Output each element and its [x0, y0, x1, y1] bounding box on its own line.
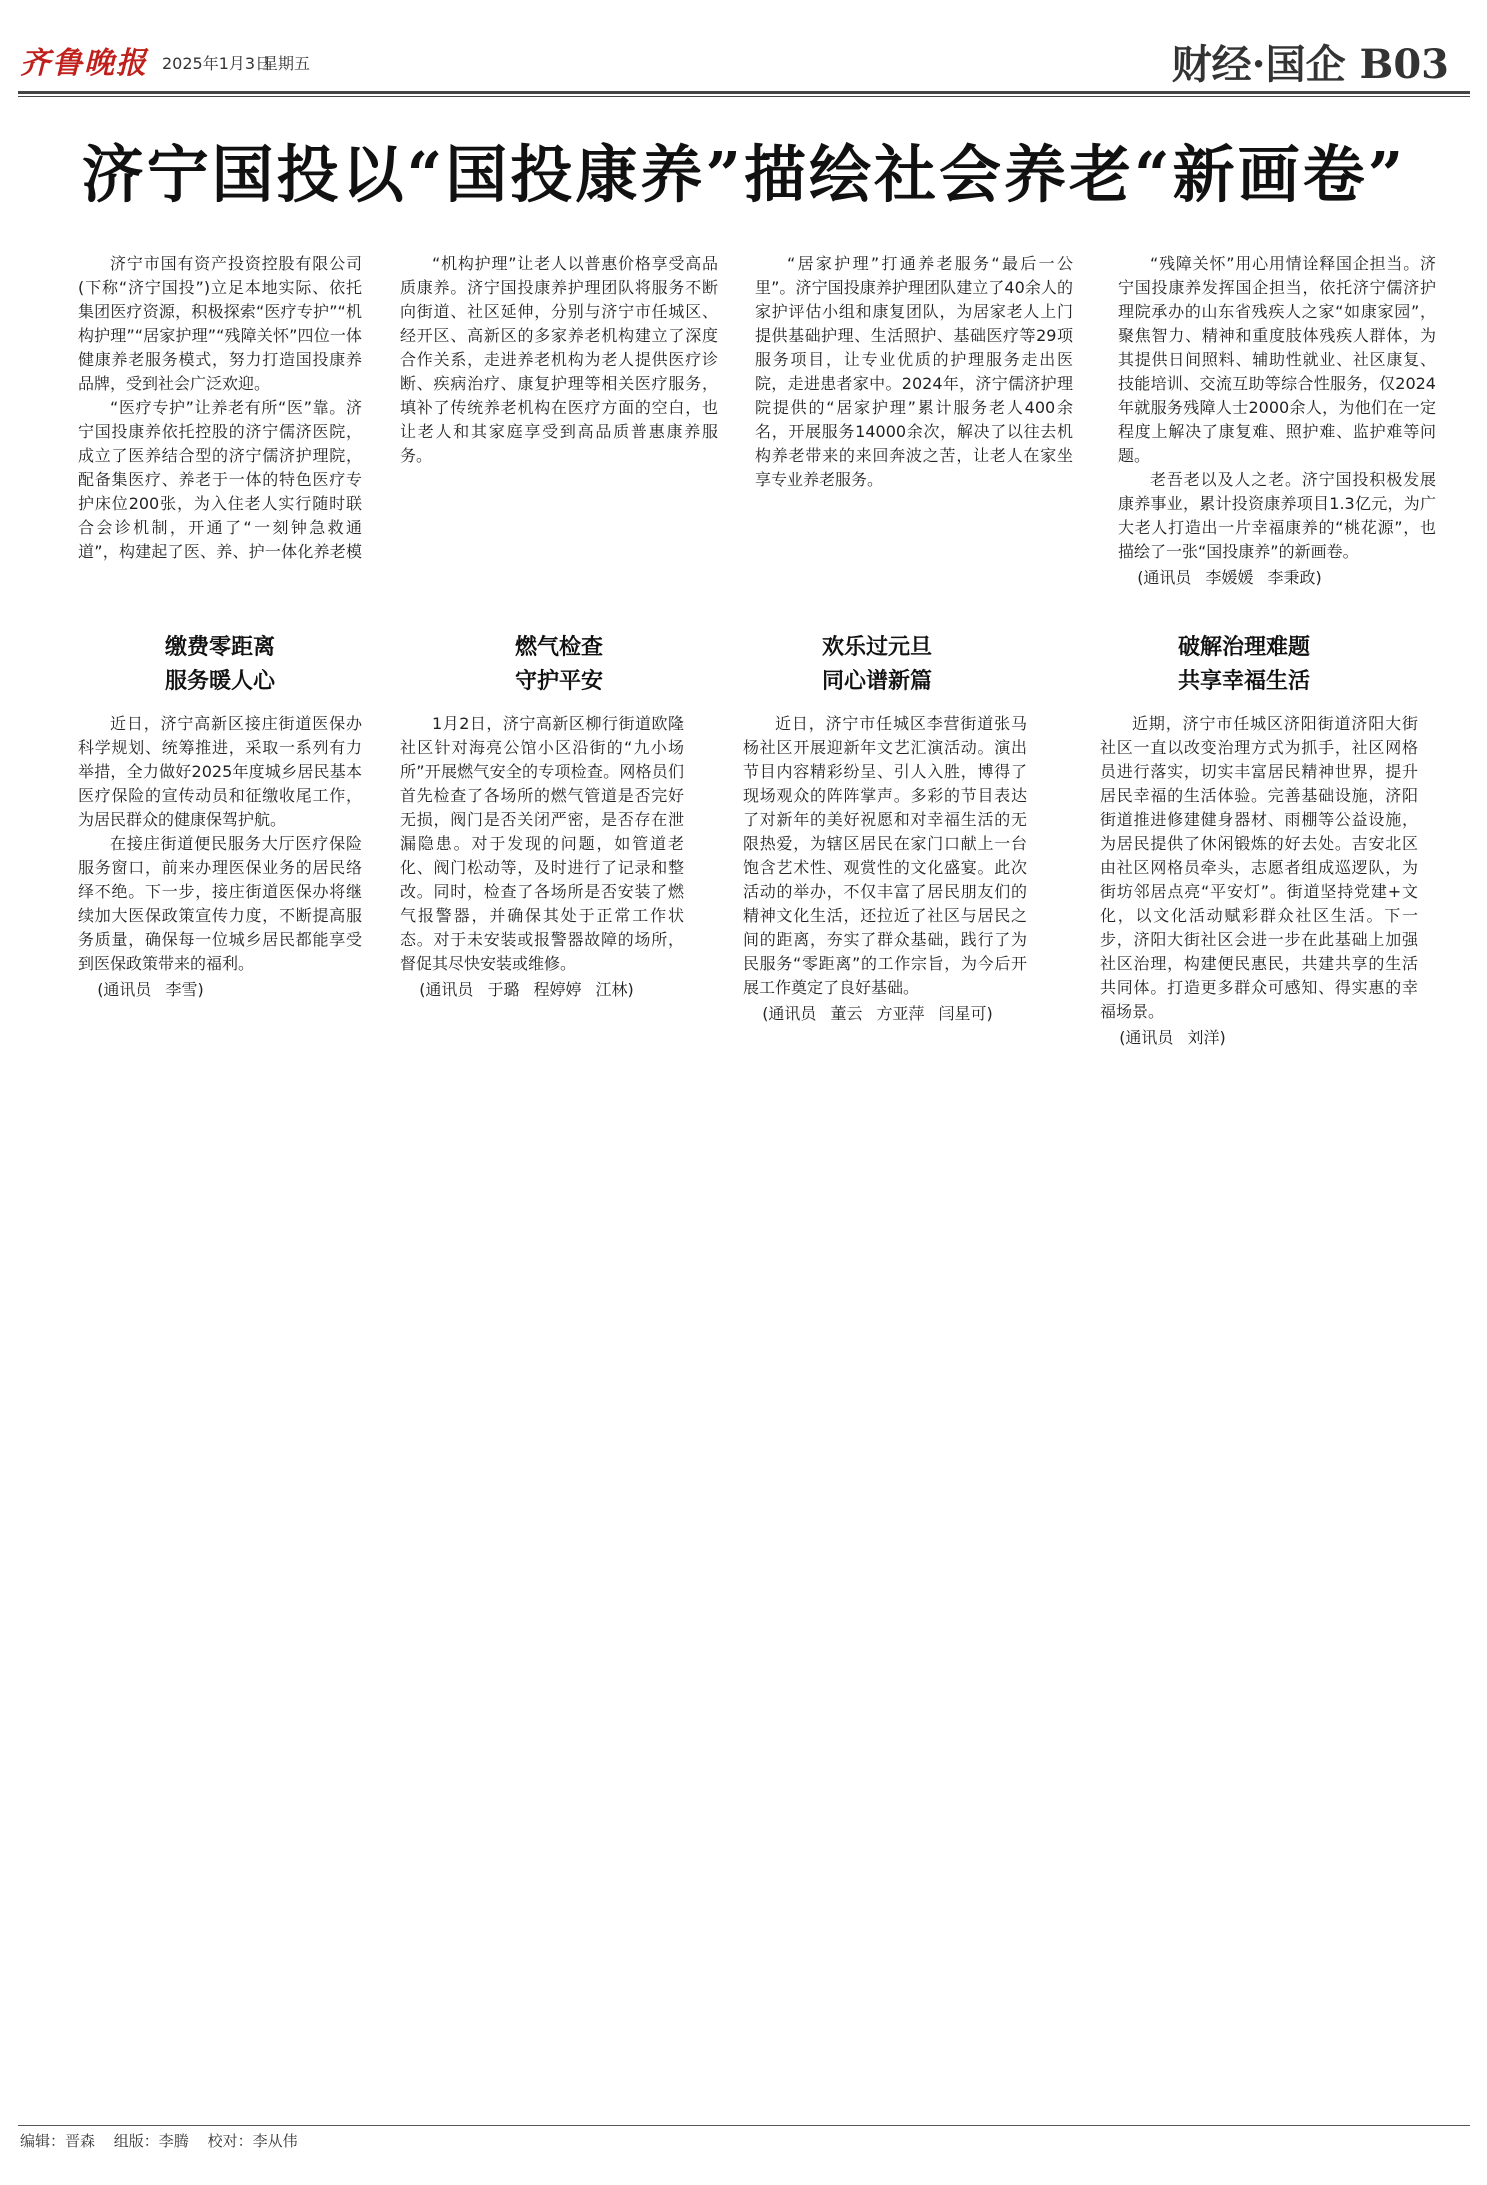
- short-article-2-title: 燃气检查 守护平安: [514, 634, 603, 694]
- paragraph: 近日，济宁高新区接庄街道医保办科学规划、统筹推进，采取一系列有力举措，全力做好2025年度城乡居民基本医疗保险的宣传动员和征缴收尾工作，为居民群众的健康保驾护航。: [78, 714, 362, 829]
- page-header: [0, 0, 1487, 95]
- short-article-1-body: [78, 712, 362, 1002]
- page-footer: [20, 2130, 312, 2152]
- main-article-col-4: [1118, 252, 1436, 590]
- proof-credit: 校对：李从伟: [207, 2132, 298, 2150]
- paragraph: “残障关怀”用心用情诠释国企担当。济宁国投康养发挥国企担当，依托济宁儒济护理院承办的山东省残疾人之家“如康家园”，聚焦智力、精神和重度肢体残疾人群体，为其提供日间照料、辅助性就业、社区康复、技能培训、交流互助等综合性服务，仅2024年就服务残障人士2000余人，为他们在一定程度上解决了康复难、照护难、监护难等问题。: [1118, 254, 1436, 465]
- paragraph: 近日，济宁市任城区李营街道张马杨社区开展迎新年文艺汇演活动。演出节目内容精彩纷呈、引人入胜，博得了现场观众的阵阵掌声。多彩的节目表达了对新年的美好祝愿和对幸福生活的无限热爱，为辖区居民在家门口献上一台饱含艺术性、观赏性的文化盛宴。此次活动的举办，不仅丰富了居民朋友们的精神文化生活，还拉近了社区与居民之间的距离，夯实了群众基础，践行了为民服务“零距离”的工作宗旨，为今后开展工作奠定了良好基础。: [743, 714, 1027, 997]
- paragraph: 近期，济宁市任城区济阳街道济阳大街社区一直以改变治理方式为抓手，社区网格员进行落实，切实丰富居民精神世界，提升居民幸福的生活体验。完善基础设施，济阳街道推进修建健身器材、雨棚等公益设施，为居民提供了休闲锻炼的好去处。吉安北区由社区网格员牵头，志愿者组成巡逻队，为街坊邻居点亮“平安灯”。街道坚持党建+文化，以文化活动赋彩群众社区生活。下一步，济阳大街社区会进一步在此基础上加强社区治理，构建便民惠民，共建共享的生活共同体。打造更多群众可感知、得实惠的幸福场景。: [1100, 714, 1418, 1021]
- issue-date: 2025年1月3日: [162, 54, 272, 73]
- paragraph: 1月2日，济宁高新区柳行街道欧隆社区针对海亮公馆小区沿街的“九小场所”开展燃气安全的专项检查。网格员们首先检查了各场所的燃气管道是否完好无损，阀门是否关闭严密，是否存在泄漏隐患。对于发现的问题，如管道老化、阀门松动等，及时进行了记录和整改。同时，检查了各场所是否安装了燃气报警器，并确保其处于正常工作状态。对于未安装或报警器故障的场所，督促其尽快安装或维修。: [400, 714, 684, 973]
- byline: (通讯员 董云 方亚萍 闫星可): [762, 1004, 993, 1023]
- short-article-3-body: [743, 712, 1027, 1026]
- header-rule-thin: [18, 96, 1470, 97]
- editor-credit: 编辑：晋森: [20, 2132, 96, 2150]
- paragraph: “居家护理”打通养老服务“最后一公里”。济宁国投康养护理团队建立了40余人的家护评估小组和康复团队，为居家老人上门提供基础护理、生活照护、基础医疗等29项服务项目，让专业优质的护理服务走出医院，走进患者家中。2024年，济宁儒济护理院提供的“居家护理”累计服务老人400余名，开展服务14000余次，解决了以往去机构养老带来的来回奔波之苦，让老人在家坐享专业养老服务。: [755, 254, 1073, 489]
- short-article-4-title: 破解治理难题 共享幸福生活: [1177, 634, 1310, 694]
- footer-rule: [18, 2125, 1470, 2126]
- byline: (通讯员 李媛媛 李秉政): [1137, 568, 1322, 587]
- paragraph: 济宁市国有资产投资控股有限公司(下称“济宁国投”)立足本地实际、依托集团医疗资源，积极探索“医疗专护”“机构护理”“居家护理”“残障关怀”四位一体健康养老服务模式，努力打造国投康养品牌，受到社会广泛欢迎。: [78, 254, 362, 393]
- short-article-3-title: 欢乐过元旦 同心谱新篇: [821, 634, 932, 694]
- header-rule: [18, 91, 1470, 94]
- short-article-1-title: 缴费零距离 服务暖人心: [164, 634, 275, 694]
- short-article-4-body: [1100, 712, 1418, 1050]
- byline: (通讯员 李雪): [97, 980, 204, 999]
- newspaper-logo: 齐鲁晚报: [20, 46, 148, 81]
- main-headline: 济宁国投以“国投康养”描绘社会养老“新画卷”: [81, 138, 1407, 211]
- byline: (通讯员 于璐 程婷婷 江林): [419, 980, 634, 999]
- short-article-2-body: [400, 712, 684, 1002]
- main-article-col-2: [400, 252, 718, 468]
- section-label: 财经·国企 B03: [1171, 41, 1449, 88]
- main-article-col-1: [78, 252, 362, 564]
- byline: (通讯员 刘洋): [1119, 1028, 1226, 1047]
- paragraph: “医疗专护”让养老有所“医”靠。济宁国投康养依托控股的济宁儒济医院，成立了医养结合型的济宁儒济护理院，配备集医疗、养老于一体的特色医疗专护床位200张，为入住老人实行随时联合会诊机制，开通了“一刻钟急救通道”，构建起了医、养、护一体化养老模: [78, 398, 362, 561]
- paragraph: 在接庄街道便民服务大厅医疗保险服务窗口，前来办理医保业务的居民络绎不绝。下一步，接庄街道医保办将继续加大医保政策宣传力度，不断提高服务质量，确保每一位城乡居民都能享受到医保政策带来的福利。: [78, 834, 362, 973]
- layout-credit: 组版：李腾: [113, 2132, 189, 2150]
- paragraph: “机构护理”让老人以普惠价格享受高品质康养。济宁国投康养护理团队将服务不断向街道、社区延伸，分别与济宁市任城区、经开区、高新区的多家养老机构建立了深度合作关系，走进养老机构为老人提供医疗诊断、疾病治疗、康复护理等相关医疗服务，填补了传统养老机构在医疗方面的空白，也让老人和其家庭享受到高品质普惠康养服务。: [400, 254, 718, 465]
- paragraph: 老吾老以及人之老。济宁国投积极发展康养事业，累计投资康养项目1.3亿元，为广大老人打造出一片幸福康养的“桃花源”，也描绘了一张“国投康养”的新画卷。: [1118, 470, 1436, 561]
- issue-weekday: 星期五: [262, 54, 311, 73]
- main-article-col-3: [755, 252, 1073, 492]
